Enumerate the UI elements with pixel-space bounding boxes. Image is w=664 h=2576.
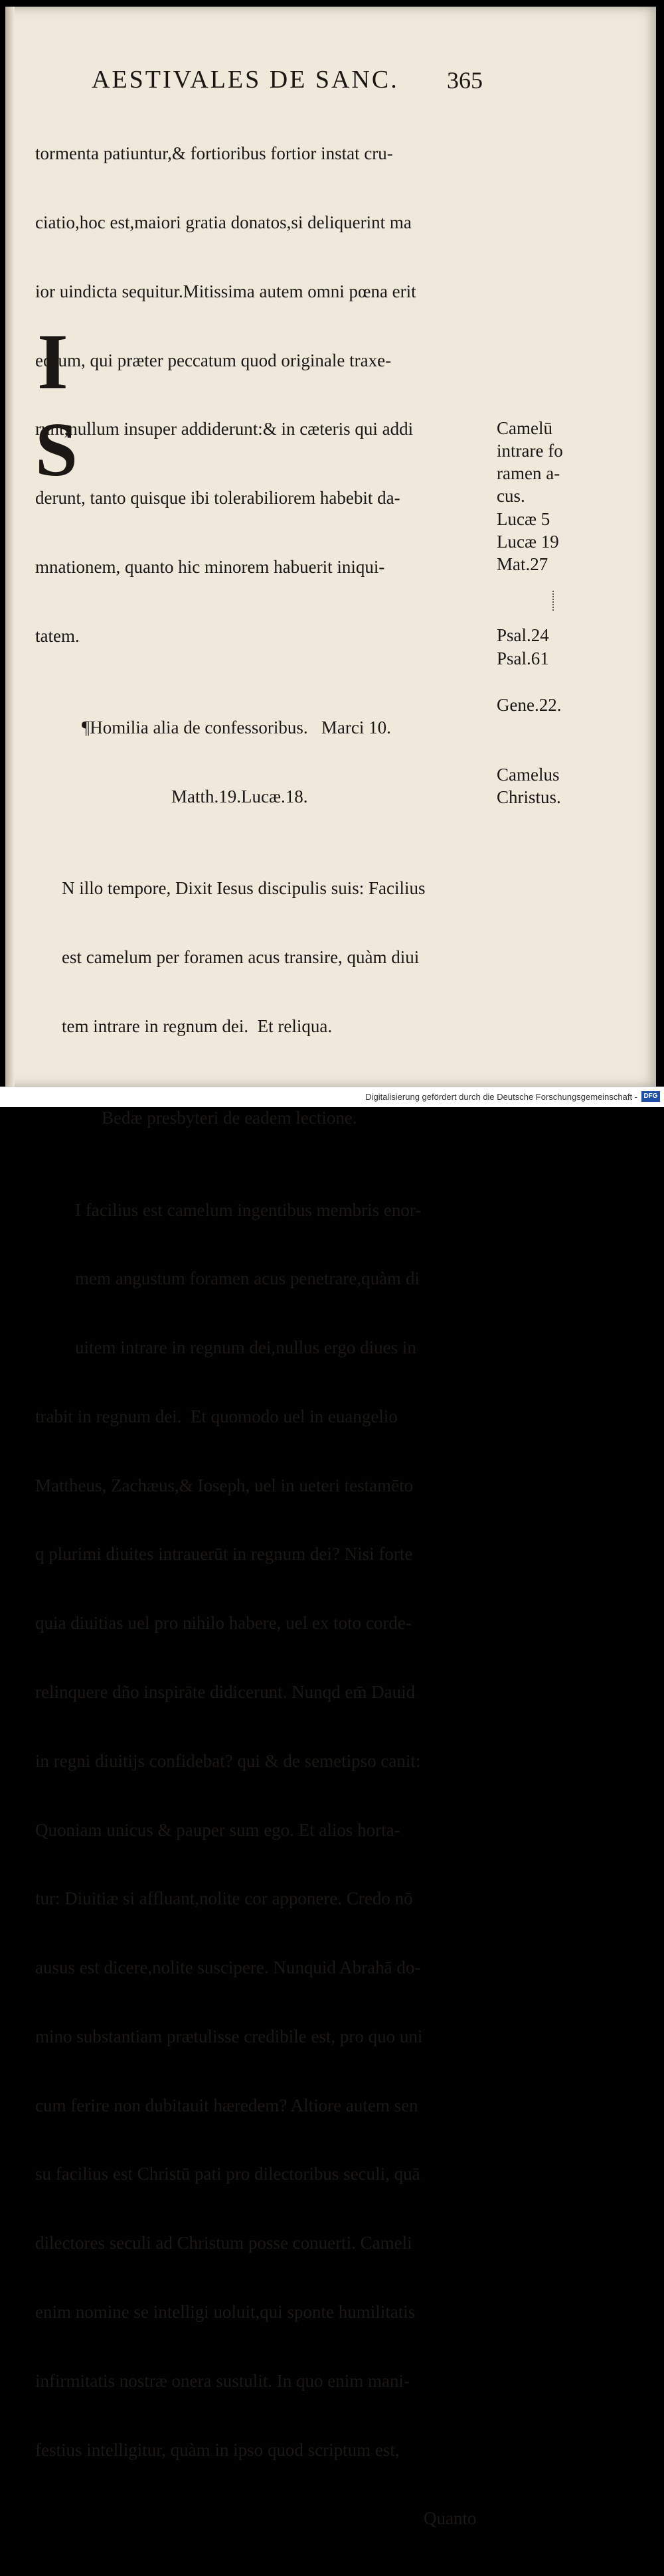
passage2-line: uitem intrare in regnum dei,nullus ergo diues in [75, 1337, 416, 1358]
passage2-line: cum ferire non dubitauit hæredem? Altiore autem sen [35, 2095, 418, 2115]
page-specks [552, 591, 556, 611]
text-line: mnationem, quanto hic minorem habuerit iniqui- [35, 556, 385, 577]
passage2-line: I facilius est camelum ingentibus membris enor- [75, 1199, 422, 1220]
passage1-line: est camelum per foramen acus transire, quàm diui [62, 947, 420, 967]
homily-heading: ¶Homilia alia de confessoribus. Marci 10. [82, 718, 391, 738]
footer-credit: Digitalisierung gefördert durch die Deutsche Forschungsgemeinschaft - [365, 1092, 637, 1102]
text-line: runt,nullum insuper addiderunt:& in cæteris qui addi [35, 419, 414, 439]
passage2-line: su facilius est Christū pati pro dilectoribus seculi, quā [35, 2164, 420, 2184]
passage2-line: q plurimi diuites intrauerūt in regnum dei? Nisi forte [35, 1544, 413, 1564]
passage2-line: quia diuitias uel pro nihilo habere, uel ex toto corde- [35, 1613, 412, 1633]
text-line: eorum, qui præter peccatum quod originale traxe- [35, 350, 392, 370]
passage2-line: festius intelligitur, quàm in ipso quod scriptum est, [35, 2439, 400, 2460]
passage2-line: trabit in regnum dei. Et quomodo uel in euangelio [35, 1406, 398, 1426]
dropcap-I: I [37, 317, 68, 406]
margin-note-psal61: Psal.61 [497, 648, 549, 668]
passage2-line: in regni diuitijs confidebat? qui & de semetipso canit: [35, 1750, 421, 1771]
passage2-line: ausus est dicere,nolite suscipere. Nunquid Abrahā do- [35, 1957, 421, 1978]
margin-note-camel: Camelū intrare fo ramen a- cus. [497, 418, 563, 506]
text-line: ciatio,hoc est,maiori gratia donatos,si deliquerint ma [35, 212, 412, 232]
passage2-line: mem angustum foramen acus penetrare,quàm di [75, 1268, 420, 1289]
passage1-line: tem intrare in regnum dei. Et reliqua. [62, 1016, 333, 1036]
passage2-line: relinquere dño inspirāte didicerunt. Nunqd em̄ Dauid [35, 1681, 416, 1702]
text-line: ior uindicta sequitur.Mitissima autem omni pœna erit [35, 281, 416, 301]
digitization-footer [0, 1087, 664, 1107]
page-number: 365 [447, 67, 483, 94]
margin-note-camelus: Camelus Christus. [497, 765, 561, 807]
page-spine-shadow [5, 7, 15, 1087]
margin-note-gene22: Gene.22. [497, 695, 562, 715]
dropcap-S: S [35, 408, 78, 492]
passage2-line: enim nomine se intelligi uoluit,qui sponte humilitatis [35, 2302, 416, 2322]
passage2-line: tur: Diuitiæ si affluant,nolite cor apponere. Credo nō [35, 1888, 413, 1909]
main-text-block [35, 96, 500, 2576]
margin-note-refs: Lucæ 5 Lucæ 19 Mat.27 [497, 509, 559, 574]
text-line: tormenta patiuntur,& fortioribus fortior instat cru- [35, 143, 393, 164]
homily-heading-refs: Matth.19.Lucæ.18. [171, 786, 308, 806]
passage1-line: N illo tempore, Dixit Iesus discipulis suis: Facilius [62, 878, 426, 899]
bede-heading: Bedæ presbyteri de eadem lectione. [102, 1108, 357, 1128]
passage2-line: mino substantiam prætulisse credibile est, pro quo uni [35, 2026, 423, 2046]
passage2-line: Quoniam unicus & pauper sum ego. Et alios horta- [35, 1819, 400, 1840]
text-line: derunt, tanto quisque ibi tolerabiliorem habebit da- [35, 488, 400, 508]
dfg-logo: DFG [641, 1091, 660, 1102]
passage2-line: Mattheus, Zachæus,& Ioseph, uel in ueteri testamēto [35, 1475, 414, 1495]
margin-note-psal24: Psal.24 [497, 625, 549, 645]
passage2-line: dilectores seculi ad Christum posse conuerti. Cameli [35, 2233, 412, 2253]
text-line: tatem. [35, 625, 80, 646]
passage2-line: infirmitatis nostræ onera sustulit. In quo enim mani- [35, 2370, 410, 2391]
running-title: AESTIVALES DE SANC. [92, 66, 399, 94]
catchword: Quanto [424, 2508, 477, 2529]
